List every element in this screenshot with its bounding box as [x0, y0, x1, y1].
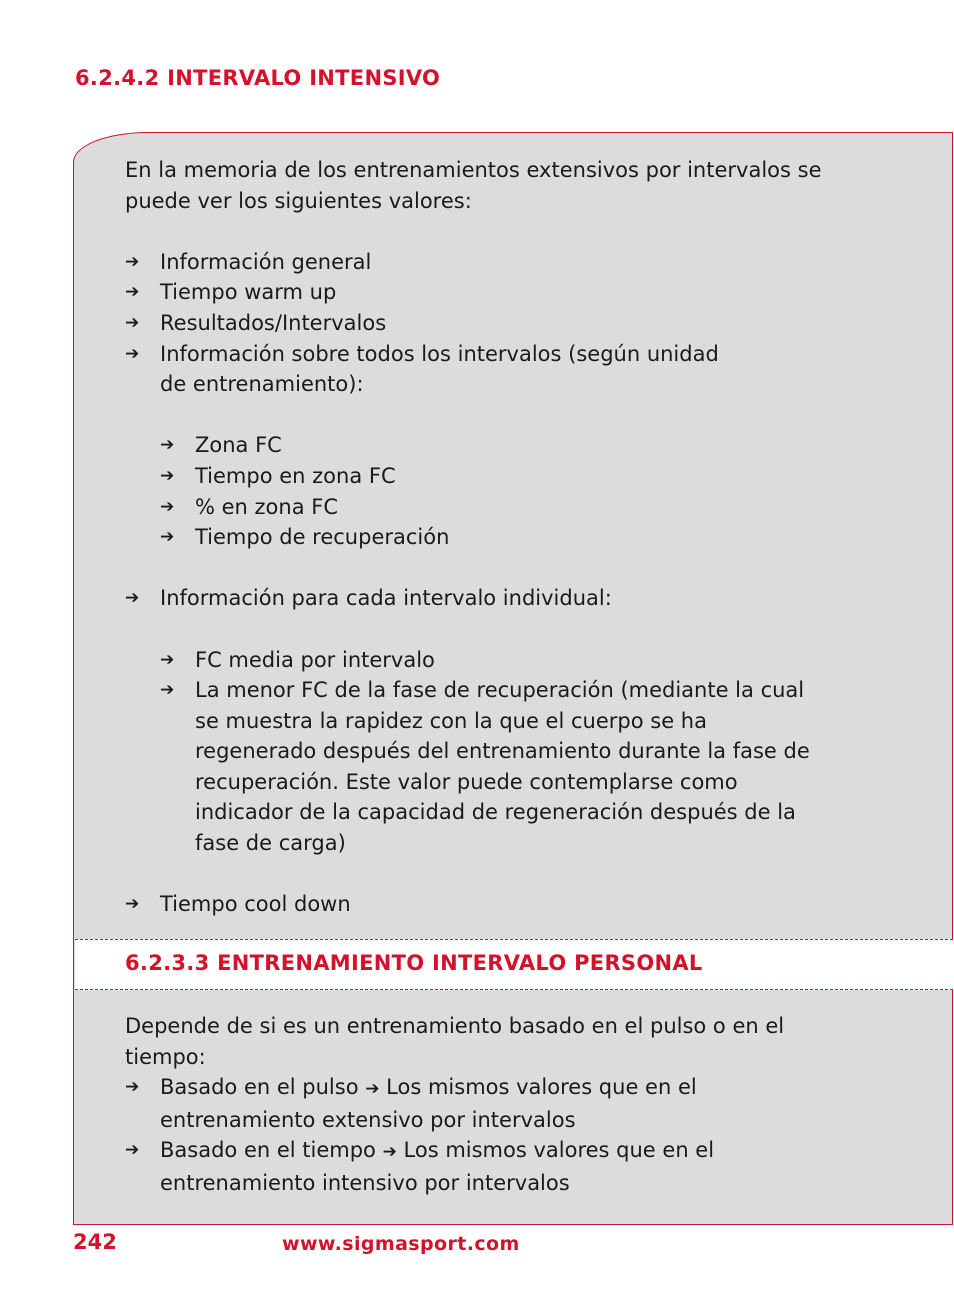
arrow-right-icon: ➔: [160, 680, 175, 701]
arrow-right-icon: ➔: [160, 649, 175, 670]
arrow-right-icon: ➔: [125, 1140, 140, 1161]
arrow-right-icon: ➔: [160, 527, 175, 548]
list-item: ➔ Basado en el tiempo ➔ Los mismos valores que en el entrenamiento intensivo por intervalos: [125, 1135, 760, 1198]
list-item: ➔ Tiempo warm up: [125, 277, 885, 308]
list-item: ➔ La menor FC de la fase de recuperación (mediante la cual se muestra la rapidez con la que el cuerpo se ha regenerado después del entrenamiento durante la fase de recuperación. Este valor puede contemplarse como indicador de la capacidad de regeneración después de la fase de carga): [160, 675, 815, 859]
arrow-right-icon: ➔: [125, 894, 140, 915]
page-number: 242: [73, 1230, 117, 1254]
all-intervals-sublist: [125, 430, 885, 552]
arrow-right-icon: ➔: [160, 496, 175, 517]
website-link[interactable]: www.sigmasport.com: [282, 1233, 520, 1255]
arrow-right-icon: ➔: [382, 1142, 397, 1163]
section-personal: [125, 1011, 885, 1199]
arrow-right-icon: ➔: [125, 312, 140, 333]
list-item: ➔ Basado en el pulso ➔ Los mismos valores que en el entrenamiento extensivo por intervalos: [125, 1072, 740, 1135]
list-item: ➔ Información sobre todos los intervalos (según unidad de entrenamiento):: [125, 339, 740, 400]
personal-list: [125, 1072, 885, 1198]
subheading-band: [75, 939, 953, 990]
individual-sublist: [125, 645, 885, 859]
list-item: ➔ Información general: [125, 247, 885, 278]
arrow-right-icon: ➔: [160, 435, 175, 456]
values-list: [125, 247, 885, 400]
arrow-right-icon: ➔: [125, 343, 140, 364]
section-intro: En la memoria de los entrenamientos extensivos por intervalos se puede ver los siguientes valores:: [125, 158, 822, 213]
arrow-right-icon: ➔: [125, 251, 140, 272]
arrow-right-icon: ➔: [125, 282, 140, 303]
individual-list: [125, 583, 885, 614]
list-item: ➔ Tiempo en zona FC: [160, 461, 885, 492]
list-item: ➔ % en zona FC: [160, 492, 885, 523]
section-intro: Depende de si es un entrenamiento basado en el pulso o en el tiempo:: [125, 1014, 785, 1069]
arrow-right-icon: ➔: [125, 588, 140, 609]
arrow-right-icon: ➔: [365, 1079, 380, 1100]
cooldown-list: [125, 889, 885, 920]
section-subheading: 6.2.3.3 ENTRENAMIENTO INTERVALO PERSONAL: [125, 951, 703, 975]
list-item: ➔ Resultados/Intervalos: [125, 308, 885, 339]
list-item: ➔ FC media por intervalo: [160, 645, 885, 676]
list-item: ➔ Información para cada intervalo individual:: [125, 583, 885, 614]
section-intensive: [125, 155, 885, 920]
list-item: ➔ Tiempo de recuperación: [160, 522, 885, 553]
list-item: ➔ Zona FC: [160, 430, 885, 461]
arrow-right-icon: ➔: [160, 465, 175, 486]
arrow-right-icon: ➔: [125, 1077, 140, 1098]
page-heading: 6.2.4.2 INTERVALO INTENSIVO: [75, 66, 441, 90]
list-item: ➔ Tiempo cool down: [125, 889, 885, 920]
